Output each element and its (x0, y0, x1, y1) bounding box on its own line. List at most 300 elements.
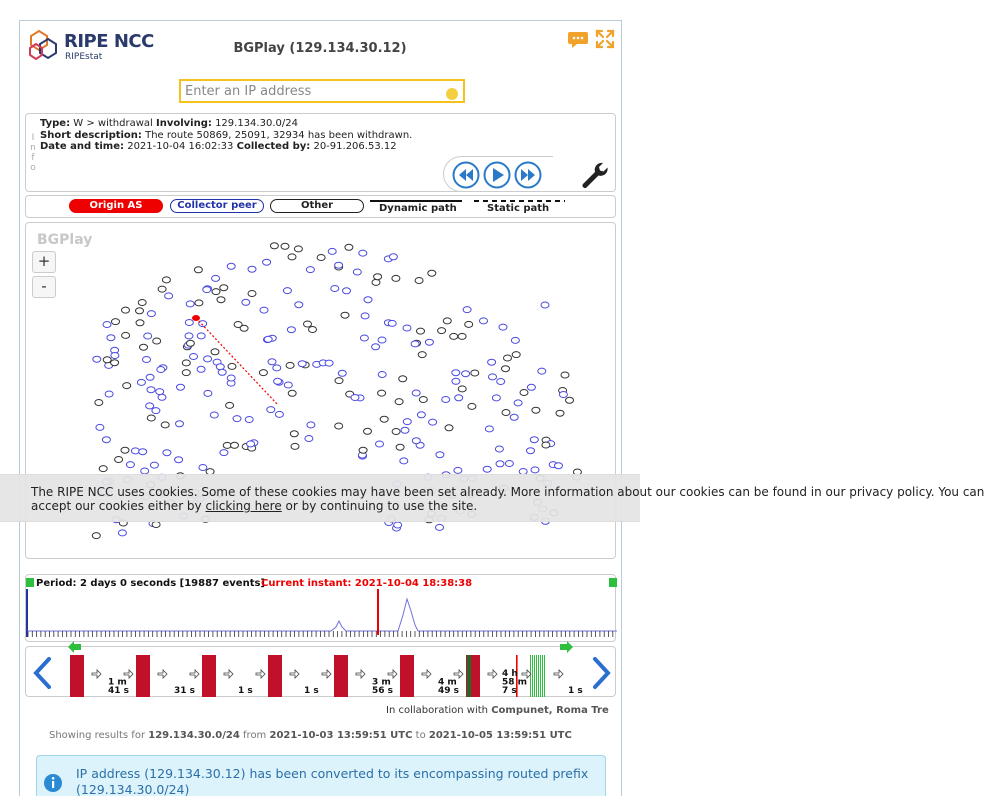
as-node[interactable] (144, 333, 152, 339)
as-node[interactable] (175, 457, 183, 463)
as-node[interactable] (374, 274, 382, 280)
date-label: Date and time: (40, 141, 125, 152)
involving-value: 129.134.30.0/24 (215, 118, 298, 129)
event-duration-label: 4 h (502, 669, 518, 679)
as-node[interactable] (542, 442, 550, 448)
announce-event-line[interactable] (538, 655, 539, 697)
legend-dynamic-path: Dynamic path (379, 203, 457, 214)
showing-to-value: 2021-10-05 13:59:51 UTC (428, 730, 572, 741)
as-node[interactable] (450, 333, 458, 339)
as-node[interactable] (182, 360, 190, 366)
as-node[interactable] (156, 389, 164, 395)
as-node[interactable] (351, 395, 359, 401)
as-node[interactable] (455, 395, 463, 401)
as-node[interactable] (317, 255, 325, 261)
as-node[interactable] (394, 522, 402, 528)
as-node[interactable] (471, 370, 479, 376)
as-node[interactable] (396, 444, 404, 450)
as-node[interactable] (463, 307, 471, 313)
as-node[interactable] (361, 313, 369, 319)
as-node[interactable] (399, 376, 407, 382)
as-node[interactable] (392, 275, 400, 281)
announce-event-line[interactable] (536, 655, 537, 697)
as-node[interactable] (436, 452, 444, 458)
as-node[interactable] (190, 354, 198, 360)
as-node[interactable] (483, 466, 491, 472)
as-node[interactable] (227, 263, 235, 269)
as-node[interactable] (136, 320, 144, 326)
play-button[interactable] (483, 161, 511, 189)
arrow-right-green-icon[interactable] (560, 641, 574, 653)
announce-event-line[interactable] (540, 655, 541, 697)
as-node[interactable] (458, 333, 466, 339)
timeline-current-instant: Current instant: 2021-10-04 18:38:38 (261, 578, 473, 589)
as-node[interactable] (136, 308, 144, 314)
timeline-ticks (28, 631, 613, 637)
as-node[interactable] (118, 530, 126, 536)
event-arrow-icon (422, 670, 431, 678)
as-node[interactable] (227, 375, 235, 381)
as-node[interactable] (559, 392, 567, 398)
as-node[interactable] (429, 419, 437, 425)
event-strip[interactable] (25, 646, 616, 697)
as-node[interactable] (248, 266, 256, 272)
as-node[interactable] (186, 340, 194, 346)
as-node[interactable] (107, 335, 115, 341)
fullscreen-button[interactable] (594, 28, 616, 50)
event-arrow-icon (190, 670, 199, 678)
arrow-left-green-icon[interactable] (68, 641, 82, 653)
as-node[interactable] (288, 390, 296, 396)
as-node[interactable] (555, 463, 563, 469)
as-node[interactable] (425, 339, 433, 345)
as-node[interactable] (259, 370, 267, 376)
as-node[interactable] (468, 403, 476, 409)
cookie-banner (0, 474, 984, 522)
showing-from-value: 2021-10-03 13:59:51 UTC (269, 730, 413, 741)
as-node[interactable] (231, 442, 239, 448)
as-node[interactable] (485, 426, 493, 432)
as-node[interactable] (541, 302, 549, 308)
as-node[interactable] (150, 462, 158, 468)
as-node[interactable] (283, 288, 291, 294)
notice-text: IP address (129.134.30.12) has been converted to its encompassing routed prefix (129.134.30.0/24) (76, 766, 589, 797)
as-node[interactable] (488, 359, 496, 365)
as-node[interactable] (295, 302, 303, 308)
as-node[interactable] (345, 244, 353, 250)
as-node[interactable] (417, 328, 425, 334)
as-node[interactable] (403, 419, 411, 425)
as-node[interactable] (131, 448, 139, 454)
event-arrow-icon (554, 670, 563, 678)
as-node[interactable] (220, 450, 228, 456)
as-node[interactable] (359, 447, 367, 453)
as-node[interactable] (436, 524, 444, 530)
collab-prefix: In collaboration with (386, 705, 489, 716)
as-node[interactable] (99, 466, 107, 472)
as-node[interactable] (417, 412, 425, 418)
as-node[interactable] (372, 279, 380, 285)
as-node[interactable] (274, 378, 282, 384)
as-node[interactable] (115, 457, 123, 463)
as-node[interactable] (495, 446, 503, 452)
announce-event-line[interactable] (532, 655, 533, 697)
as-node[interactable] (364, 428, 372, 434)
as-node[interactable] (284, 382, 292, 388)
event-duration-label: 7 s (502, 686, 517, 696)
as-node[interactable] (445, 425, 453, 431)
origin-as-node[interactable] (192, 315, 200, 321)
timeline-period: Period: 2 days 0 seconds [19887 events] (36, 578, 265, 589)
expand-icon (594, 28, 616, 50)
as-node[interactable] (268, 359, 276, 365)
logo-main-text: RIPE NCC (64, 31, 154, 52)
as-node[interactable] (260, 307, 268, 313)
as-node[interactable] (139, 449, 147, 455)
involving-label: Involving: (155, 118, 212, 129)
as-node[interactable] (185, 320, 193, 326)
as-node[interactable] (158, 394, 166, 400)
as-node[interactable] (240, 325, 248, 331)
as-node[interactable] (305, 436, 313, 442)
event-duration-label: 58 m (502, 677, 528, 688)
as-node[interactable] (146, 374, 154, 380)
event-arrow-icon (224, 670, 233, 678)
collaboration-credit (386, 705, 609, 716)
as-node[interactable] (204, 390, 212, 396)
play-icon (483, 161, 511, 189)
timeline-start-handle[interactable] (26, 578, 34, 587)
cookie-line-2 (31, 499, 640, 513)
as-node[interactable] (138, 300, 146, 306)
as-node[interactable] (561, 372, 569, 378)
as-node[interactable] (338, 370, 346, 376)
as-node[interactable] (403, 325, 411, 331)
as-node[interactable] (163, 450, 171, 456)
wrench-icon (579, 160, 609, 190)
zoom-out-button[interactable]: - (32, 276, 56, 298)
as-node[interactable] (376, 441, 384, 447)
as-node[interactable] (458, 386, 466, 392)
chevron-left-icon (31, 656, 55, 690)
as-node[interactable] (499, 324, 507, 330)
as-node[interactable] (492, 395, 500, 401)
withdrawal-event-block[interactable] (70, 655, 84, 697)
as-node[interactable] (412, 390, 420, 396)
as-node[interactable] (412, 438, 420, 444)
ip-address-input[interactable] (179, 79, 465, 103)
info-label-letter: n (30, 143, 36, 153)
as-node[interactable] (291, 443, 299, 449)
info-circle-icon (43, 773, 63, 793)
as-node[interactable] (335, 262, 343, 268)
as-node[interactable] (95, 400, 103, 406)
as-node[interactable] (418, 352, 426, 358)
as-node[interactable] (161, 422, 169, 428)
as-node[interactable] (233, 416, 241, 422)
as-node[interactable] (122, 307, 130, 313)
as-node[interactable] (304, 321, 312, 327)
as-node[interactable] (328, 248, 336, 254)
withdrawal-event-block[interactable] (268, 655, 282, 697)
as-node[interactable] (92, 533, 100, 539)
as-node[interactable] (419, 397, 427, 403)
as-node[interactable] (275, 411, 283, 417)
as-node[interactable] (194, 267, 202, 273)
cookie-accept-link[interactable]: clicking here (205, 499, 282, 513)
as-node[interactable] (220, 285, 228, 291)
as-node[interactable] (514, 400, 522, 406)
widget-title: BGPlay (129.134.30.12) (233, 41, 407, 56)
as-node[interactable] (165, 293, 173, 299)
search-status-icon (446, 88, 458, 100)
as-node[interactable] (152, 522, 160, 528)
as-node[interactable] (248, 291, 256, 297)
as-node[interactable] (353, 269, 361, 275)
as-node[interactable] (195, 300, 203, 306)
as-node[interactable] (331, 286, 339, 292)
as-node[interactable] (378, 372, 386, 378)
as-node[interactable] (217, 297, 225, 303)
as-node[interactable] (177, 384, 185, 390)
event-density-line (27, 599, 617, 631)
as-node[interactable] (286, 362, 294, 368)
as-node[interactable] (112, 319, 120, 325)
event-markers[interactable] (26, 647, 617, 698)
rewind-icon (452, 161, 480, 189)
as-node[interactable] (223, 442, 231, 448)
as-node[interactable] (147, 311, 155, 317)
as-node[interactable] (182, 370, 190, 376)
next-event-button[interactable] (589, 656, 613, 690)
announce-event-line[interactable] (542, 655, 543, 697)
as-node[interactable] (264, 336, 272, 342)
as-node[interactable] (185, 333, 193, 339)
as-node[interactable] (372, 344, 380, 350)
event-arrow-icon (158, 670, 167, 678)
as-node[interactable] (197, 366, 205, 372)
as-node[interactable] (360, 335, 368, 341)
type-value: W > withdrawal (73, 118, 153, 129)
as-node[interactable] (204, 356, 212, 362)
as-node[interactable] (287, 327, 295, 333)
event-arrow-icon (356, 670, 365, 678)
as-node[interactable] (378, 390, 386, 396)
as-node[interactable] (197, 333, 205, 339)
as-node[interactable] (212, 289, 220, 295)
showing-from: from (243, 730, 267, 741)
logo-sub-text: RIPEstat (65, 52, 103, 62)
as-node[interactable] (502, 410, 510, 416)
as-node[interactable] (335, 423, 343, 429)
announce-event-line[interactable] (534, 655, 535, 697)
as-node[interactable] (364, 297, 372, 303)
as-node[interactable] (270, 243, 278, 249)
as-node[interactable] (162, 277, 170, 283)
as-node[interactable] (245, 417, 253, 423)
announce-event-line[interactable] (544, 655, 545, 697)
info-label-letter: I (31, 133, 35, 143)
as-node[interactable] (212, 275, 220, 281)
as-node[interactable] (556, 410, 564, 416)
as-node[interactable] (538, 368, 546, 374)
as-node[interactable] (527, 448, 535, 454)
as-node[interactable] (102, 437, 110, 443)
withdrawal-event-block[interactable] (400, 655, 414, 697)
withdrawal-event-block[interactable] (136, 655, 150, 697)
as-node[interactable] (401, 427, 409, 433)
as-node[interactable] (153, 338, 161, 344)
as-node[interactable] (378, 337, 386, 343)
as-node[interactable] (103, 322, 111, 328)
as-node[interactable] (273, 365, 281, 371)
as-node[interactable] (532, 407, 540, 413)
event-duration-label: 1 s (238, 686, 253, 696)
as-node[interactable] (288, 254, 296, 260)
as-node[interactable] (158, 286, 166, 292)
as-node[interactable] (527, 384, 535, 390)
as-node[interactable] (343, 288, 351, 294)
as-node[interactable] (143, 357, 151, 363)
as-node[interactable] (137, 379, 145, 385)
as-node[interactable] (111, 353, 119, 359)
event-arrow-icon (256, 670, 265, 678)
as-node[interactable] (211, 349, 219, 355)
as-node[interactable] (480, 318, 488, 324)
as-node[interactable] (443, 318, 451, 324)
showing-to: to (415, 730, 426, 741)
previous-event-button[interactable] (31, 656, 55, 690)
event-duration-label: 4 m (438, 677, 457, 688)
as-node[interactable] (531, 467, 539, 473)
zoom-in-button[interactable]: + (32, 251, 56, 273)
as-node[interactable] (309, 327, 317, 333)
as-node[interactable] (147, 415, 155, 421)
feedback-button[interactable] (567, 28, 589, 50)
withdrawal-event-block[interactable] (202, 655, 216, 697)
as-node[interactable] (226, 402, 234, 408)
as-node[interactable] (176, 421, 184, 427)
as-node[interactable] (267, 407, 275, 413)
as-node[interactable] (359, 250, 367, 256)
info-short-line (40, 130, 412, 142)
as-node[interactable] (306, 267, 314, 273)
announce-event-block[interactable] (467, 655, 471, 697)
as-node[interactable] (298, 361, 306, 367)
as-node[interactable] (157, 367, 165, 373)
as-node[interactable] (210, 412, 218, 418)
as-node[interactable] (388, 320, 396, 326)
timeline-end-handle[interactable] (609, 578, 617, 587)
short-desc-label: Short description: (40, 129, 142, 141)
as-node[interactable] (121, 447, 129, 453)
fast-forward-button[interactable] (514, 161, 542, 189)
as-node[interactable] (325, 360, 333, 366)
date-value: 2021-10-04 16:02:33 (127, 141, 234, 152)
as-node[interactable] (380, 416, 388, 422)
as-node[interactable] (105, 391, 113, 397)
as-node[interactable] (415, 278, 423, 284)
as-node[interactable] (307, 422, 315, 428)
as-node[interactable] (489, 374, 497, 380)
as-node[interactable] (247, 441, 255, 447)
fast-forward-icon (514, 161, 542, 189)
as-node[interactable] (465, 321, 473, 327)
as-node[interactable] (335, 378, 343, 384)
event-duration-label: 31 s (174, 686, 196, 696)
as-node[interactable] (510, 414, 518, 420)
collected-value: 20-91.206.53.12 (313, 141, 397, 152)
as-node[interactable] (452, 370, 460, 376)
as-node[interactable] (140, 344, 148, 350)
as-node[interactable] (341, 312, 349, 318)
as-node[interactable] (123, 383, 131, 389)
as-node[interactable] (93, 356, 101, 362)
as-node[interactable] (520, 390, 528, 396)
as-node[interactable] (411, 341, 419, 347)
rewind-button[interactable] (452, 161, 480, 189)
as-node[interactable] (438, 328, 446, 334)
as-node[interactable] (228, 363, 236, 369)
as-node[interactable] (186, 301, 194, 307)
as-node[interactable] (203, 287, 211, 293)
as-node[interactable] (199, 465, 207, 471)
cookie-text-after: or by continuing to use the site. (285, 499, 478, 513)
type-label: Type: (40, 118, 71, 129)
as-node[interactable] (392, 429, 400, 435)
as-node[interactable] (505, 461, 513, 467)
as-node[interactable] (497, 379, 505, 385)
as-node[interactable] (504, 355, 512, 361)
as-node[interactable] (502, 366, 510, 372)
settings-button[interactable] (579, 160, 609, 190)
as-node[interactable] (294, 246, 302, 252)
as-node[interactable] (281, 243, 289, 249)
event-duration-label: 3 m (372, 677, 391, 688)
event-info-text (40, 118, 412, 153)
as-node[interactable] (126, 462, 134, 468)
as-node[interactable] (218, 369, 226, 375)
as-node[interactable] (442, 397, 450, 403)
as-node[interactable] (530, 437, 538, 443)
as-node[interactable] (242, 299, 250, 305)
announce-event-line[interactable] (530, 655, 531, 697)
as-node[interactable] (122, 332, 130, 338)
as-node[interactable] (96, 424, 104, 430)
as-node[interactable] (496, 461, 504, 467)
as-node[interactable] (152, 408, 160, 414)
as-node[interactable] (389, 254, 397, 260)
as-node[interactable] (428, 270, 436, 276)
as-node[interactable] (454, 467, 462, 473)
as-node[interactable] (147, 387, 155, 393)
as-node[interactable] (452, 378, 460, 384)
as-node[interactable] (462, 371, 470, 377)
showing-prefix-value: 129.134.30.0/24 (148, 730, 240, 741)
as-node[interactable] (263, 259, 271, 265)
as-node[interactable] (400, 458, 408, 464)
as-node[interactable] (566, 397, 574, 403)
as-node[interactable] (111, 360, 119, 366)
as-node[interactable] (511, 337, 519, 343)
as-node[interactable] (395, 399, 403, 405)
as-node[interactable] (290, 431, 298, 437)
as-node[interactable] (103, 357, 111, 363)
results-range (49, 730, 572, 741)
event-duration-label: 1 m (108, 677, 127, 688)
as-node[interactable] (512, 352, 520, 358)
withdrawal-event-block[interactable] (334, 655, 348, 697)
